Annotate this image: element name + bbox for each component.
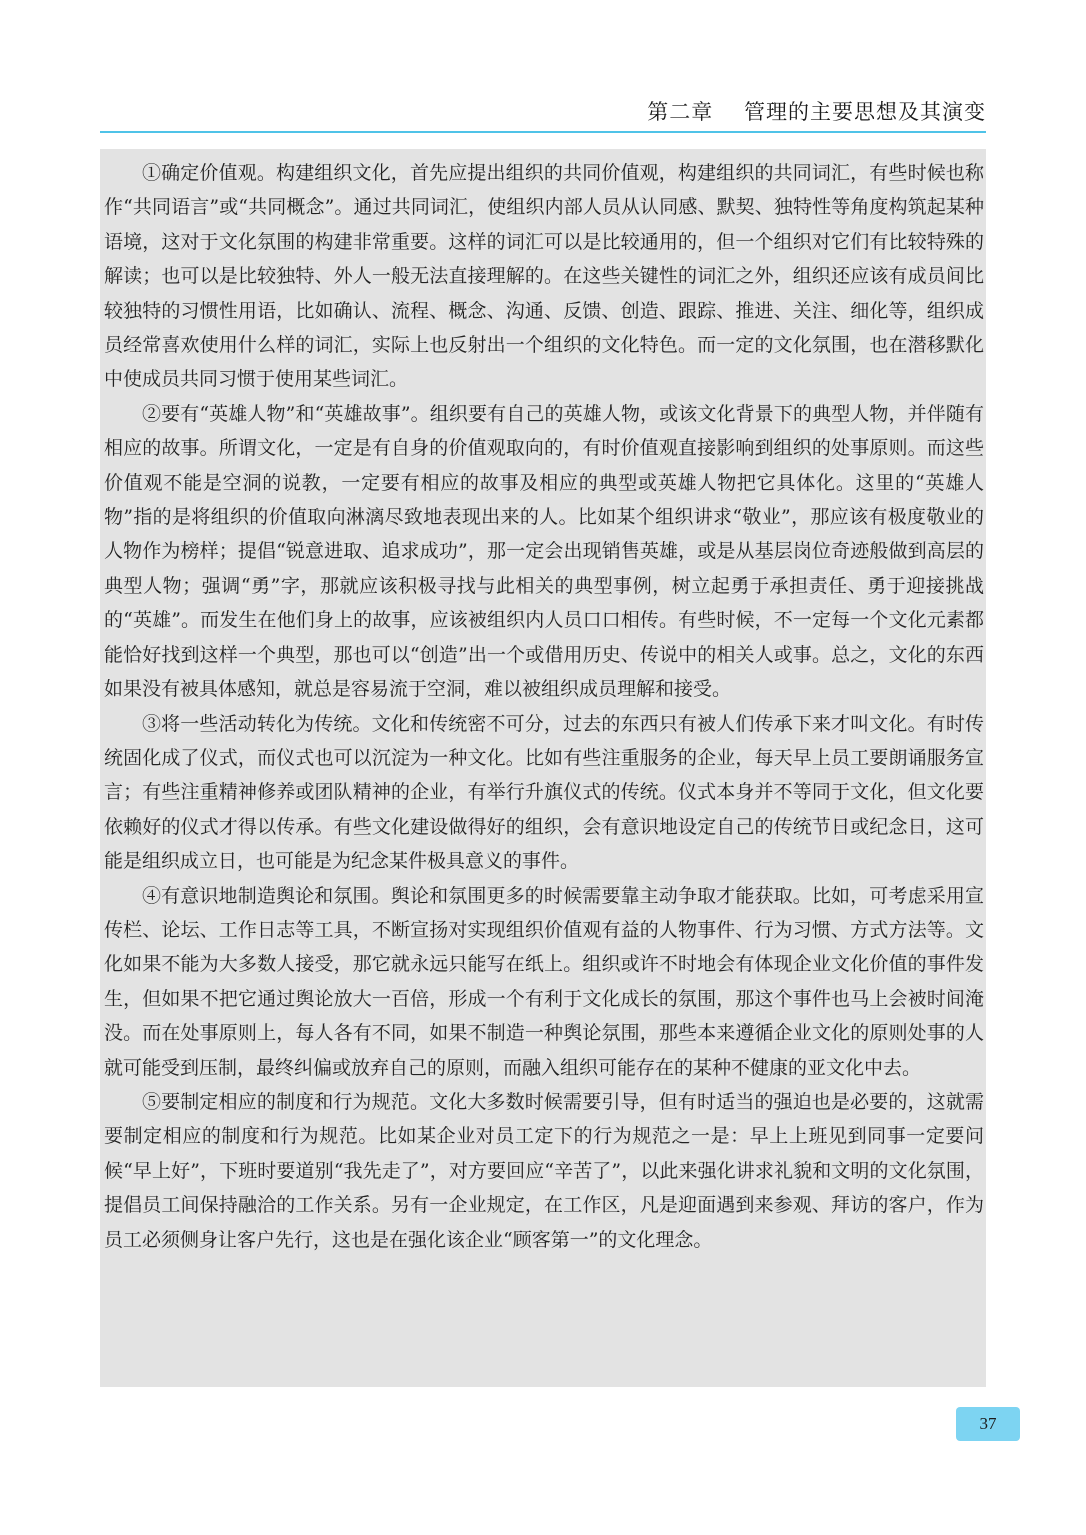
page-number: 37 <box>956 1407 1020 1441</box>
chapter-title: 第二章 管理的主要思想及其演变 <box>647 100 986 124</box>
header-divider <box>100 131 986 133</box>
paragraph-3: ③将一些活动转化为传统。文化和传统密不可分，过去的东西只有被人们传承下来才叫文化。有时传统固化成了仪式，而仪式也可以沉淀为一种文化。比如有些注重服务的企业，每天早上员工要朗诵服务宣言；有些注重精神修养或团队精神的企业，有举行升旗仪式的传统。仪式本身并不等同于文化，但文化要依赖好的仪式才得以传承。有些文化建设做得好的组织，会有意识地设定自己的传统节日或纪念日，这可能是组织成立日，也可能是为纪念某件极具意义的事件。 <box>104 712 984 873</box>
paragraph-4: ④有意识地制造舆论和氛围。舆论和氛围更多的时候需要靠主动争取才能获取。比如，可考虑采用宣传栏、论坛、工作日志等工具，不断宣扬对实现组织价值观有益的人物事件、行为习惯、方式方法等。文化如果不能为大多数人接受，那它就永远只能写在纸上。组织或许不时地会有体现企业文化价值的事件发生，但如果不把它通过舆论放大一百倍，形成一个有利于文化成长的氛围，那这个事件也马上会被时间淹没。而在处事原则上，每人各有不同，如果不制造一种舆论氛围，那些本来遵循企业文化的原则处事的人就可能受到压制，最终纠偏或放弃自己的原则，而融入组织可能存在的某种不健康的亚文化中去。 <box>104 884 984 1079</box>
paragraph-1: ①确定价值观。构建组织文化，首先应提出组织的共同价值观，构建组织的共同词汇，有些时候也称作“共同语言”或“共同概念”。通过共同词汇，使组织内部人员从认同感、默契、独特性等角度构筑起某种语境，这对于文化氛围的构建非常重要。这样的词汇可以是比较通用的，但一个组织对它们有比较特殊的解读；也可以是比较独特、外人一般无法直接理解的。在这些关键性的词汇之外，组织还应该有成员间比较独特的习惯性用语，比如确认、流程、概念、沟通、反馈、创造、跟踪、推进、关注、细化等，组织成员经常喜欢使用什么样的词汇，实际上也反射出一个组织的文化特色。而一定的文化氛围，也在潜移默化中使成员共同习惯于使用某些词汇。 <box>104 162 984 391</box>
body-text-block <box>100 149 986 1387</box>
paragraph-2: ②要有“英雄人物”和“英雄故事”。组织要有自己的英雄人物，或该文化背景下的典型人物，并伴随有相应的故事。所谓文化，一定是有自身的价值观取向的，有时价值观直接影响到组织的处事原则。而这些价值观不能是空洞的说教，一定要有相应的故事及相应的典型或英雄人物把它具体化。这里的“英雄人物”指的是将组织的价值取向淋漓尽致地表现出来的人。比如某个组织讲求“敬业”，那应该有极度敬业的人物作为榜样；提倡“锐意进取、追求成功”，那一定会出现销售英雄，或是从基层岗位奇迹般做到高层的典型人物；强调“勇”字，那就应该积极寻找与此相关的典型事例，树立起勇于承担责任、勇于迎接挑战的“英雄”。而发生在他们身上的故事，应该被组织内人员口口相传。有些时候，不一定每一个文化元素都能恰好找到这样一个典型，那也可以“创造”出一个或借用历史、传说中的相关人或事。总之，文化的东西如果没有被具体感知，就总是容易流于空洞，难以被组织成员理解和接受。 <box>104 402 984 701</box>
paragraph-5: ⑤要制定相应的制度和行为规范。文化大多数时候需要引导，但有时适当的强迫也是必要的，这就需要制定相应的制度和行为规范。比如某企业对员工定下的行为规范之一是：早上上班见到同事一定要问候“早上好”，下班时要道别“我先走了”，对方要回应“辛苦了”，以此来强化讲求礼貌和文明的文化氛围，提倡员工间保持融洽的工作关系。另有一企业规定，在工作区，凡是迎面遇到来参观、拜访的客户，作为员工必须侧身让客户先行，这也是在强化该企业“顾客第一”的文化理念。 <box>104 1090 984 1251</box>
